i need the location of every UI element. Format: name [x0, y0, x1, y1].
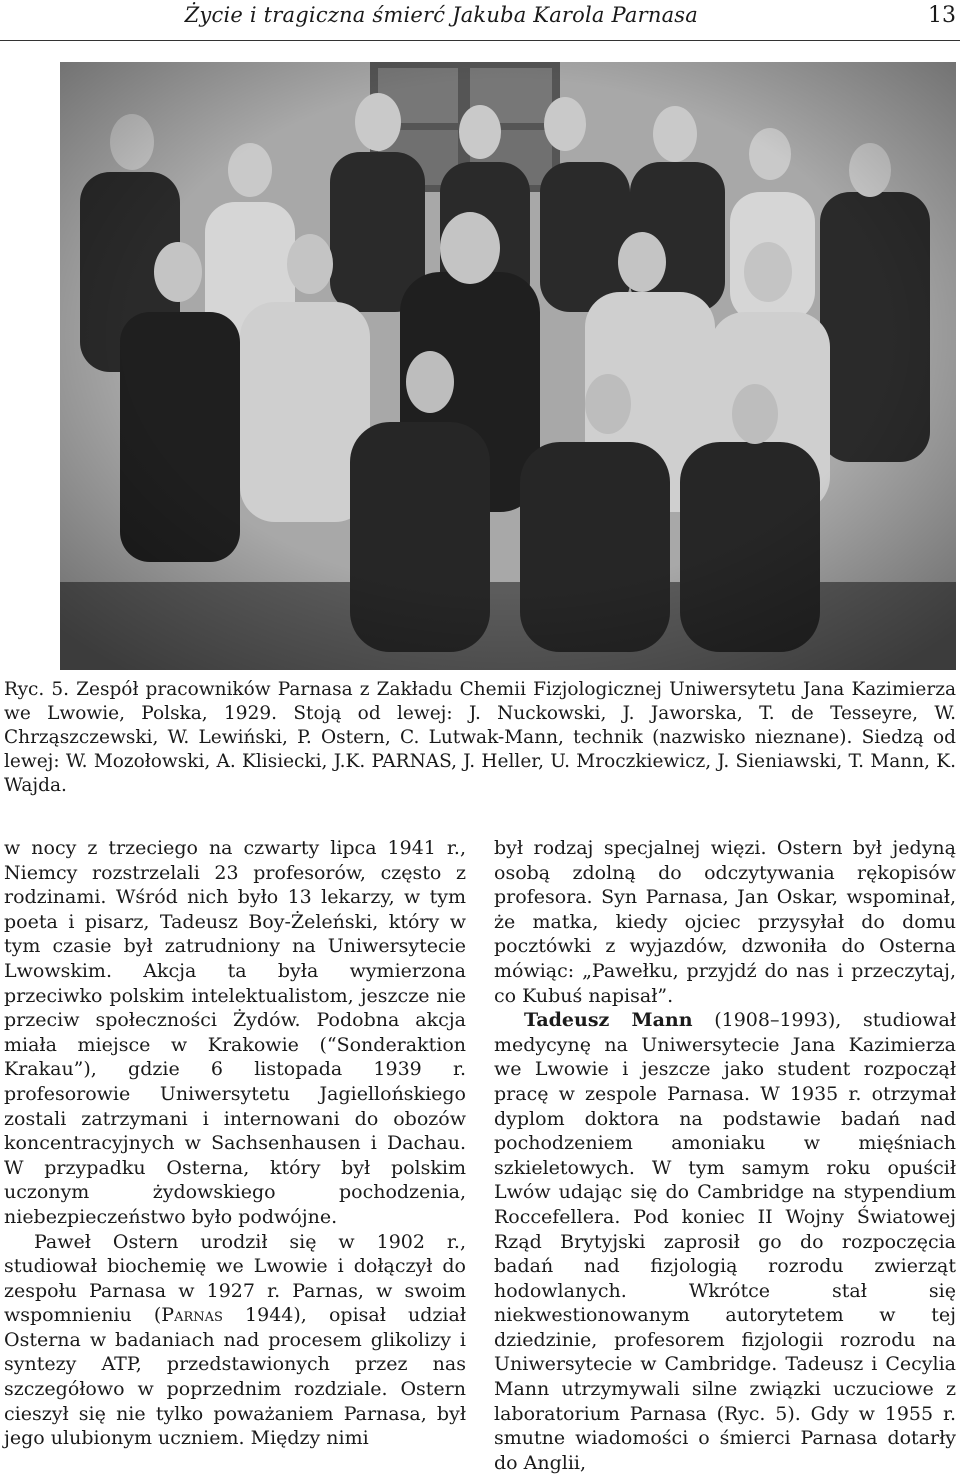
person-name-heading: Tadeusz Mann [524, 1009, 693, 1032]
left-column [4, 836, 466, 1451]
running-header [0, 0, 960, 41]
right-paragraph-2-body: (1908–1993), studiował medycynę na Uniwersytecie Jana Kazimierza we Lwowie i jeszcze jako student rozpoczął pracę w zespole Parnasa. W 1935 r. otrzymał dyplom doktora na podstawie badań nad pochodzeniem amoniaku w mięśniach szkieletowych. W tym samym roku opuścił Lwów udając się do Cambridge na stypendium Roccefellera. Pod koniec II Wojny Światowej Rząd Brytyjski zaprosił go do rozpoczęcia badań nad fizjologią rozrodu zwierząt hodowlanych. Wkrótce stał się niekwestionowanym autorytetem w tej dziedzinie, profesorem fizjologii rozrodu na Uniwersytecie w Cambridge. Tadeusz i Cecylia Mann utrzymywali silne związki uczuciowe z laboratorium Parnasa (Ryc. 5). Gdy w 1955 r. smutne wiadomości o śmierci Parnasa dotarły do Anglii, [494, 1009, 957, 1474]
right-paragraph-1: był rodzaj specjalnej więzi. Ostern był jedyną osobą zdolną do odczytywania rękopisów profesora. Syn Parnasa, Jan Oskar, wspominał, że matka, kiedy ojciec przysyłał do domu pocztówki z wyjazdów, dzwoniła do Osterna mówiąc: „Pawełku, przyjdź do nas i przeczytaj, co Kubuś napisał”. [494, 837, 956, 1007]
left-paragraph-1: w nocy z trzeciego na czwarty lipca 1941 r., Niemcy rozstrzelali 23 profesorów, często z rodzinami. Wśród nich było 13 lekarzy, w tym poeta i pisarz, Tadeusz Boy-Żeleński, który w tym czasie był zatrudniony na Uniwersytecie Lwowskim. Akcja ta była wymierzona przeciwko polskim intelektualistom, jeszcze nie przeciw społeczności Żydów. Podobna akcja miała miejsce w Krakowie (“Sonderaktion Krakau”), gdzie 6 listopada 1939 r. profesorowie Uniwersytetu Jagiellońskiego zostali zatrzymani i internowani do obozów koncentracyjnych w Sachsenhausen i Dachau. W przypadku Osterna, który był polskim uczonym żydowskiego pochodzenia, niebezpieczeństwo było podwójne. [4, 837, 466, 1228]
citation-author: Parnas [161, 1304, 223, 1327]
group-photograph [60, 62, 956, 670]
left-paragraph-2 [4, 1230, 466, 1451]
left-paragraph-2-part-a: Paweł Ostern urodził się w 1902 r., studiował biochemię we Lwowie i dołączył do zespołu Parnasa w 1927 r. Parnas, w swoim wspomnieniu ( [4, 1230, 466, 1327]
running-title: Życie i tragiczna śmierć Jakuba Karola Parnasa [184, 3, 698, 27]
group-photo-illustration [60, 62, 956, 670]
left-paragraph-2-part-b: 1944), opisał udział Osterna w badaniach nad procesem glikolizy i syntezy ATP, przedstawionych przez nas szczegółowo w poprzednim rozdziale. Ostern cieszył się nie tylko poważaniem Parnasa, był jego ulubionym uczniem. Między nimi [4, 1304, 466, 1450]
figure-caption: Ryc. 5. Zespół pracowników Parnasa z Zakładu Chemii Fizjologicznej Uniwersytetu Jana Kazimierza we Lwowie, Polska, 1929. Stoją od lewej: J. Nuckowski, J. Jaworska, T. de Tesseyre, W. Chrząszczewski, W. Lewiński, P. Ostern, C. Lutwak-Mann, technik (nazwisko nieznane). Siedzą od lewej: W. Mozołowski, A. Klisiecki, J.K. PARNAS, J. Heller, U. Mroczkiewicz, J. Sieniawski, T. Mann, K. Wajda. [4, 679, 956, 796]
right-column [494, 836, 956, 1475]
right-paragraph-2 [494, 1008, 956, 1475]
page-number: 13 [928, 3, 956, 28]
